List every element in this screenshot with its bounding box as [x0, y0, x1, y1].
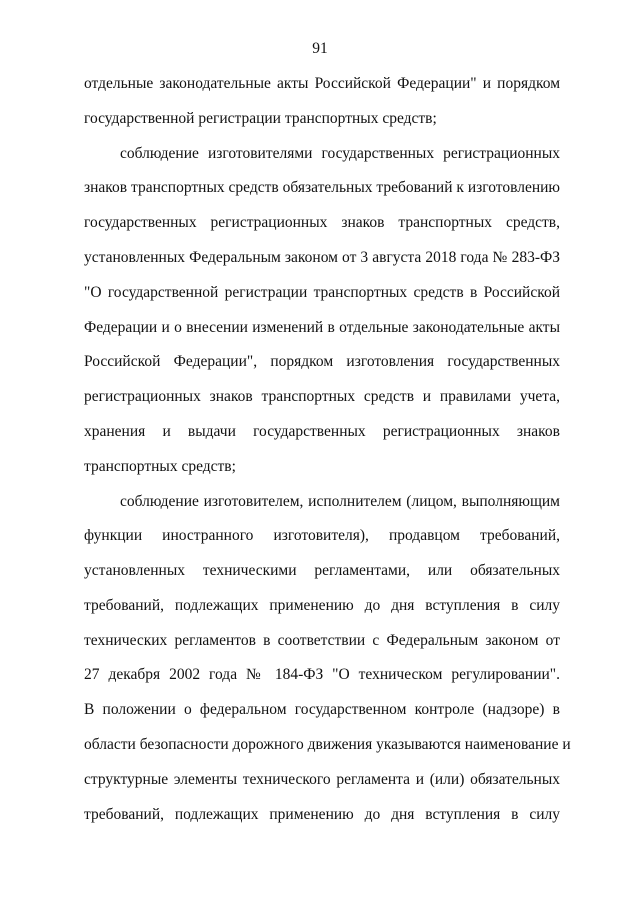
text-line: установленных техническими регламентами, или обязательных	[84, 562, 560, 579]
text-line: регистрационных знаков транспортных средств и правилами учета,	[84, 388, 560, 405]
text-line: соблюдение изготовителями государственных регистрационных	[120, 145, 560, 162]
text-line: области безопасности дорожного движения указываются наименование и	[84, 736, 571, 753]
text-line: государственной регистрации транспортных средств;	[84, 110, 437, 127]
text-line: хранения и выдачи государственных регистрационных знаков	[84, 423, 560, 440]
text-line: государственных регистрационных знаков транспортных средств,	[84, 214, 560, 231]
text-line: Российской Федерации", порядком изготовления государственных	[84, 353, 560, 370]
text-line: структурные элементы технического регламента и (или) обязательных	[84, 771, 560, 788]
text-line: отдельные законодательные акты Российской Федерации" и порядком	[84, 75, 560, 92]
text-line: требований, подлежащих применению до дня вступления в силу	[84, 806, 560, 823]
text-line: функции иностранного изготовителя), продавцом требований,	[84, 527, 560, 544]
text-line: В положении о федеральном государственном контроле (надзоре) в	[84, 701, 560, 718]
text-line: требований, подлежащих применению до дня вступления в силу	[84, 597, 560, 614]
text-line: знаков транспортных средств обязательных требований к изготовлению	[84, 179, 560, 196]
text-line: Федерации и о внесении изменений в отдельные законодательные акты	[84, 319, 560, 336]
text-line: транспортных средств;	[84, 458, 236, 475]
text-line: соблюдение изготовителем, исполнителем (лицом, выполняющим	[120, 493, 560, 510]
text-line: технических регламентов в соответствии с Федеральным законом от	[84, 632, 560, 649]
text-line: установленных Федеральным законом от 3 августа 2018 года № 283-ФЗ	[84, 249, 560, 266]
text-line: 27 декабря 2002 года № 184-ФЗ "О техническом регулировании".	[84, 666, 560, 683]
text-line: "О государственной регистрации транспортных средств в Российской	[84, 284, 560, 301]
page-number: 91	[312, 40, 328, 57]
